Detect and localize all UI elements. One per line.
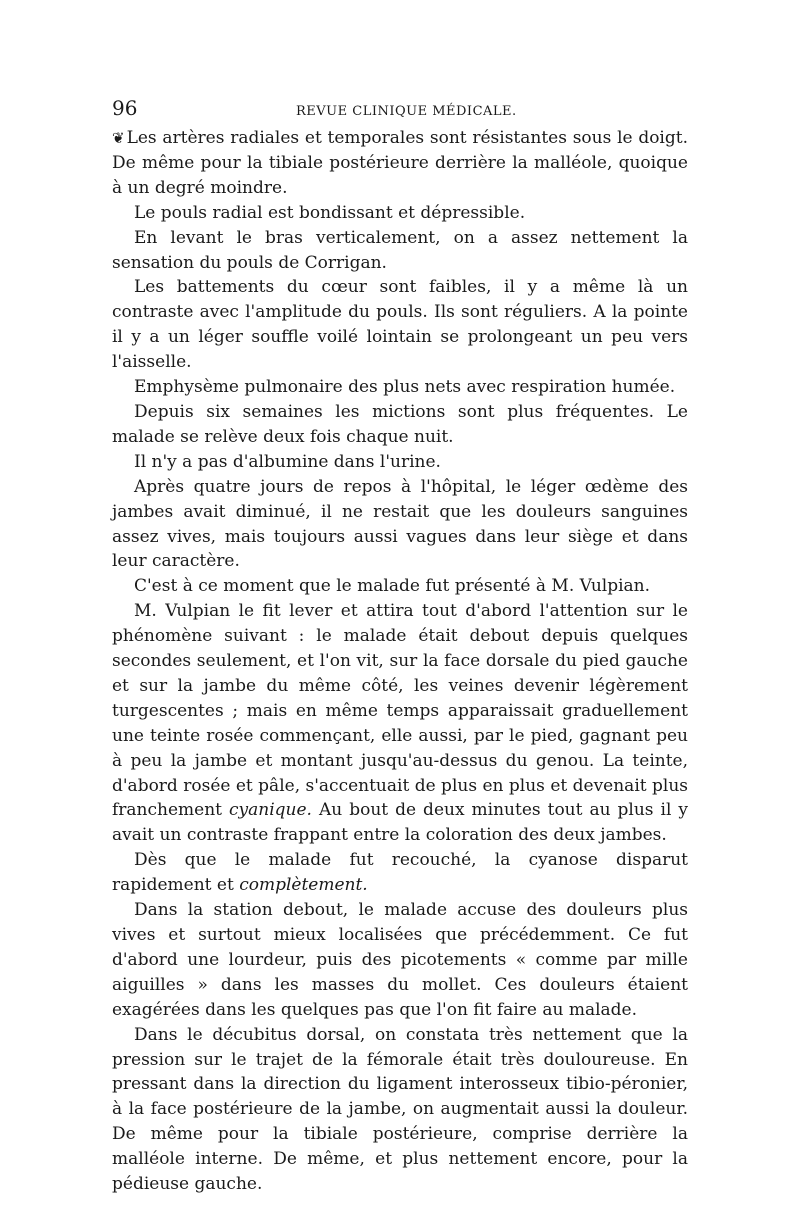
paragraph: Il n'y a pas d'albumine dans l'urine.: [134, 451, 441, 472]
fleuron-icon: ❦: [112, 129, 125, 147]
page-number: 96: [112, 96, 138, 120]
paragraph: [112, 126, 688, 201]
page-header: [112, 96, 688, 122]
paragraph: Depuis six semaines les mictions sont plus fréquentes. Le malade se relève deux fois chaque nuit.: [112, 401, 688, 447]
paragraph-text: Les artères radiales et temporales sont résistantes sous le doigt. De même pour la tibiale postérieure derrière la malléole, quoique à un degré moindre.: [112, 128, 688, 198]
paragraph: Les battements du cœur sont faibles, il y a même là un contraste avec l'amplitude du pouls. Ils sont réguliers. A la pointe il y a un léger souffle voilé lointain se prolongeant un peu vers l'aisselle.: [112, 277, 688, 373]
document-page: [112, 96, 688, 1197]
body-text: [112, 126, 688, 1197]
paragraph: Après quatre jours de repos à l'hôpital, le léger œdème des jambes avait diminué, il ne restait que les douleurs sanguines assez vives, mais toujours aussi vagues dans leur siège et dans leur caractère.: [112, 476, 688, 572]
paragraph-text: Dès que le malade fut recouché, la cyanose disparut rapidement et: [112, 850, 688, 896]
paragraph: Le pouls radial est bondissant et dépressible.: [134, 202, 526, 223]
italic-term: cyanique.: [229, 800, 312, 821]
paragraph: Emphysème pulmonaire des plus nets avec respiration humée.: [134, 377, 676, 398]
paragraph-text: M. Vulpian le fit lever et attira tout d'abord l'attention sur le phénomène suivant : le malade était debout depuis quelques secondes seulement, et l'on vit, sur la face dorsale du pied gauche et sur la jambe du même côté, les veines devenir légèrement turgescentes ; mais en même temps apparaissait graduellement une teinte rosée commençant, elle aussi, par le pied, gagnant peu à peu la jambe et montant jusqu'au-dessus du genou. La teinte, d'abord rosée et pâle, s'accentuait de plus en plus et devenait plus franchement: [112, 601, 688, 821]
paragraph: Dans la station debout, le malade accuse des douleurs plus vives et surtout mieux localisées que précédemment. Ce fut d'abord une lourdeur, puis des picotements « comme par mille aiguilles » dans les masses du mollet. Ces douleurs étaient exagérées dans les quelques pas que l'on fit faire au malade.: [112, 900, 688, 1020]
running-title: REVUE CLINIQUE MÉDICALE.: [296, 104, 517, 119]
paragraph: Dans le décubitus dorsal, on constata très nettement que la pression sur le trajet de la fémorale était très douloureuse. En pressant dans la direction du ligament interosseux tibio-péronier, à la face postérieure de la jambe, on augmentait aussi la douleur. De même pour la tibiale postérieure, comprise derrière la malléole interne. De même, et plus nettement encore, pour la pédieuse gauche.: [112, 1024, 688, 1195]
paragraph: [112, 848, 688, 898]
paragraph: En levant le bras verticalement, on a assez nettement la sensation du pouls de Corrigan.: [112, 227, 688, 273]
paragraph-text: Au bout de deux minutes tout au plus il y avait un contraste frappant entre la coloration des deux jambes.: [112, 800, 689, 846]
paragraph: C'est à ce moment que le malade fut présenté à M. Vulpian.: [134, 576, 651, 597]
paragraph: [112, 599, 688, 848]
italic-term: complètement.: [239, 875, 368, 896]
